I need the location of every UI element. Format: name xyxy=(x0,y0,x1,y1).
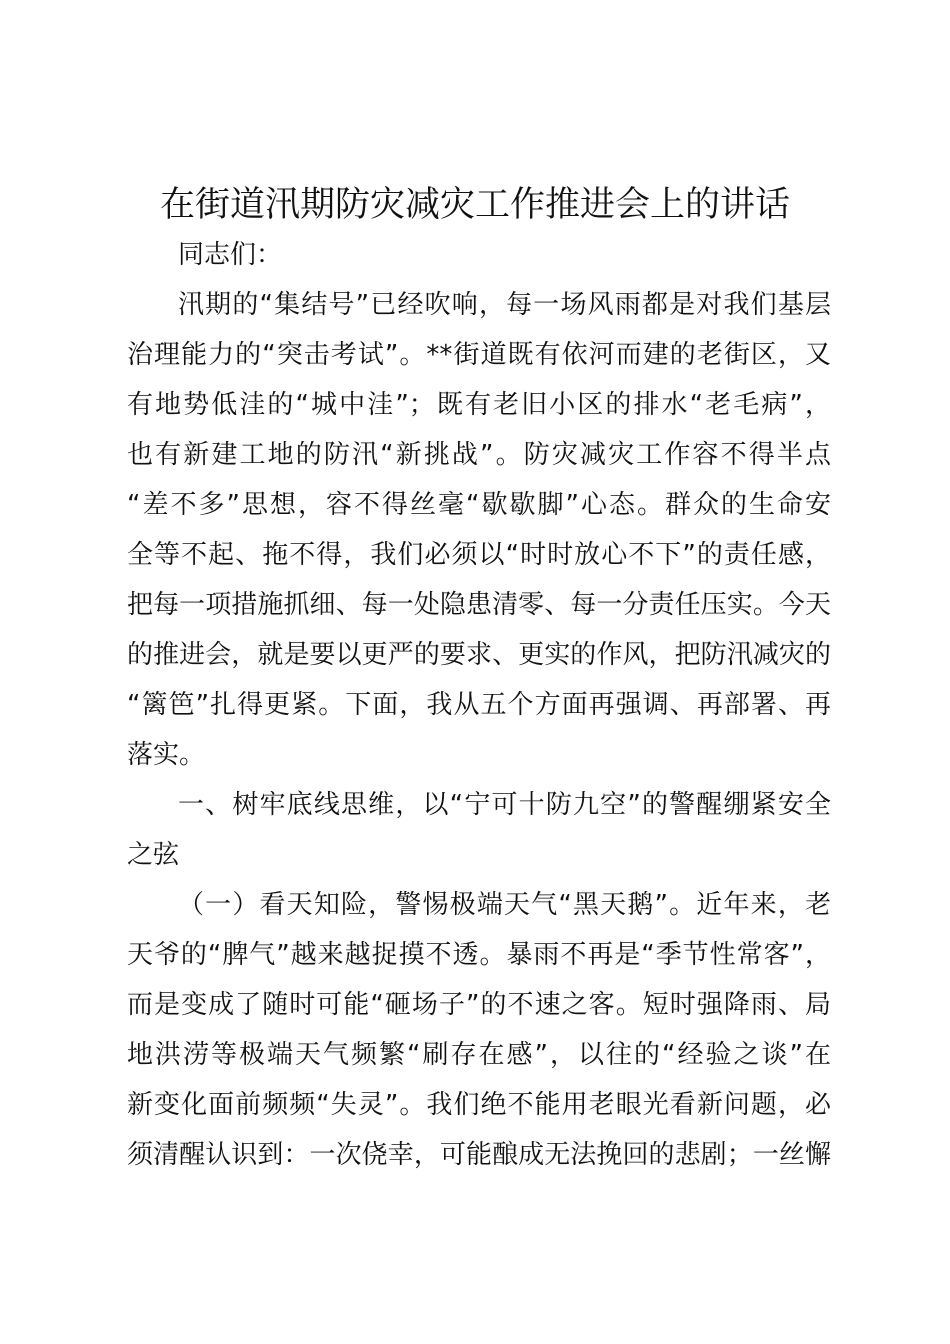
paragraph-line: 治理能力的“突击考试”。**街道既有依河而建的老街区，又 xyxy=(127,340,831,370)
paragraph-line: 而是变成了随时可能“砸场子”的不速之客。短时强降雨、局 xyxy=(127,990,831,1020)
paragraph-line: 须清醒认识到：一次侥幸，可能酿成无法挽回的悲剧；一丝懈 xyxy=(127,1140,831,1170)
document-title: 在街道汛期防灾减灾工作推进会上的讲话 xyxy=(159,185,790,225)
paragraph-line: 也有新建工地的防汛“新挑战”。防灾减灾工作容不得半点 xyxy=(127,440,831,470)
paragraph-line: 全等不起、拖不得，我们必须以“时时放心不下”的责任感， xyxy=(127,540,831,570)
paragraph-line: 天爷的“脾气”越来越捉摸不透。暴雨不再是“季节性常客”， xyxy=(127,940,831,970)
paragraph-line: 有地势低洼的“城中洼”；既有老旧小区的排水“老毛病”， xyxy=(127,390,831,420)
paragraph-line: （一）看天知险，警惕极端天气“黑天鹅”。近年来，老 xyxy=(178,890,831,920)
paragraph-line: 新变化面前频频“失灵”。我们绝不能用老眼光看新问题，必 xyxy=(127,1090,831,1120)
paragraph-line: 落实。 xyxy=(127,740,206,770)
paragraph-line: 把每一项措施抓细、每一处隐患清零、每一分责任压实。今天 xyxy=(127,590,831,620)
paragraph-line: “差不多”思想，容不得丝毫“歇歇脚”心态。群众的生命安 xyxy=(127,490,831,520)
paragraph-line: 汛期的“集结号”已经吹响，每一场风雨都是对我们基层 xyxy=(178,290,831,320)
section-heading-line: 一、树牢底线思维，以“宁可十防九空”的警醒绷紧安全 xyxy=(178,790,831,820)
paragraph-line: “篱笆”扎得更紧。下面，我从五个方面再强调、再部署、再 xyxy=(127,690,831,720)
section-heading-line: 之弦 xyxy=(127,840,180,870)
salutation-line: 同志们： xyxy=(178,240,283,270)
paragraph-line: 的推进会，就是要以更严的要求、更实的作风，把防汛减灾的 xyxy=(127,640,831,670)
paragraph-line: 地洪涝等极端天气频繁“刷存在感”，以往的“经验之谈”在 xyxy=(127,1040,831,1070)
